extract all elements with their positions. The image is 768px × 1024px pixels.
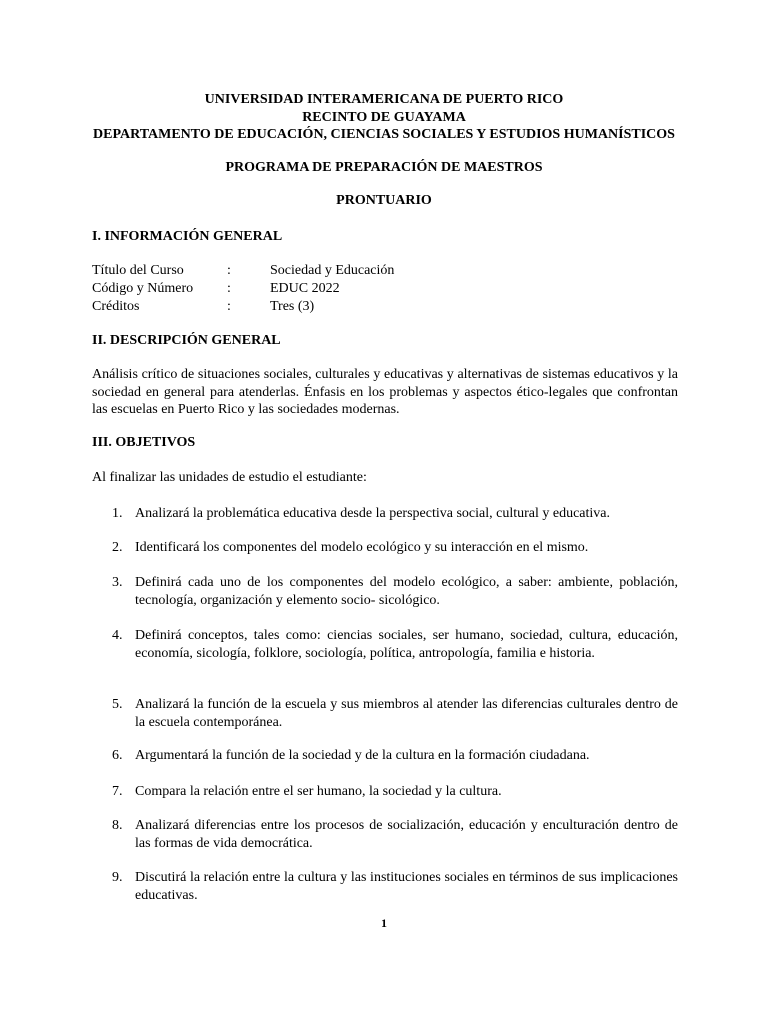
- course-info-row: [92, 280, 692, 298]
- list-item-text: Argumentará la función de la sociedad y de la cultura en la formación ciudadana.: [135, 748, 590, 763]
- list-item-number: 6.: [112, 748, 123, 763]
- list-item-number: 8.: [112, 818, 123, 833]
- course-info-colon: :: [227, 299, 231, 314]
- section-heading-description: II. DESCRIPCIÓN GENERAL: [92, 333, 281, 348]
- course-description: Análisis crítico de situaciones sociales, culturales y educativas y alternativas de sistemas educativos y la sociedad en general para atenderlas. Énfasis en los problemas y aspectos ético-legales que confrontan las escuelas en Puerto Rico y las sociedades modernas.: [92, 367, 678, 417]
- list-item-text: Identificará los componentes del modelo ecológico y su interacción en el mismo.: [135, 540, 589, 555]
- section-heading-objectives: III. OBJETIVOS: [92, 435, 196, 450]
- program-name: PROGRAMA DE PREPARACIÓN DE MAESTROS: [225, 160, 543, 175]
- list-item-number: 7.: [112, 784, 123, 799]
- course-info-colon: :: [227, 281, 231, 296]
- list-item-text: Analizará la función de la escuela y sus miembros al atender las diferencias culturales dentro de la escuela contemporánea.: [135, 697, 678, 730]
- course-info-label: Créditos: [92, 299, 140, 314]
- course-info-value: Sociedad y Educación: [270, 263, 395, 278]
- objectives-intro: Al finalizar las unidades de estudio el estudiante:: [92, 470, 367, 485]
- course-info-table: [92, 262, 692, 316]
- list-item-text: Analizará la problemática educativa desde la perspectiva social, cultural y educativa.: [135, 506, 610, 521]
- list-item-text: Definirá conceptos, tales como: ciencias sociales, ser humano, sociedad, cultura, educación, economía, sicología, folklore, sociología, política, antropología, familia e historia.: [135, 628, 678, 661]
- department-name: DEPARTAMENTO DE EDUCACIÓN, CIENCIAS SOCIALES Y ESTUDIOS HUMANÍSTICOS: [93, 127, 675, 142]
- list-item-number: 2.: [112, 540, 123, 555]
- document-header: [92, 91, 676, 144]
- course-info-label: Título del Curso: [92, 263, 184, 278]
- university-name: UNIVERSIDAD INTERAMERICANA DE PUERTO RICO: [204, 92, 564, 107]
- list-item-number: 5.: [112, 697, 123, 712]
- section-heading-general-info: I. INFORMACIÓN GENERAL: [92, 229, 283, 244]
- course-info-row: [92, 262, 692, 280]
- document-title: PRONTUARIO: [336, 193, 432, 208]
- list-item-text: Analizará diferencias entre los procesos de socialización, educación y enculturación dentro de las formas de vida democrática.: [135, 818, 678, 851]
- course-info-colon: :: [227, 263, 231, 278]
- course-info-value: Tres (3): [270, 299, 315, 314]
- page-number: 1: [381, 916, 387, 930]
- list-item-text: Definirá cada uno de los componentes del modelo ecológico, a saber: ambiente, población, tecnología, organización y elemento socio- sicológico.: [135, 575, 678, 608]
- list-item-number: 1.: [112, 506, 123, 521]
- list-item-number: 9.: [112, 870, 123, 885]
- course-info-row: [92, 298, 692, 316]
- list-item-number: 3.: [112, 575, 123, 590]
- course-info-value: EDUC 2022: [270, 281, 340, 296]
- list-item-text: Discutirá la relación entre la cultura y las instituciones sociales en términos de sus implicaciones educativas.: [135, 870, 678, 903]
- course-info-label: Código y Número: [92, 281, 194, 296]
- list-item-text: Compara la relación entre el ser humano, la sociedad y la cultura.: [135, 784, 502, 799]
- list-item-number: 4.: [112, 628, 123, 643]
- campus-name: RECINTO DE GUAYAMA: [302, 109, 466, 125]
